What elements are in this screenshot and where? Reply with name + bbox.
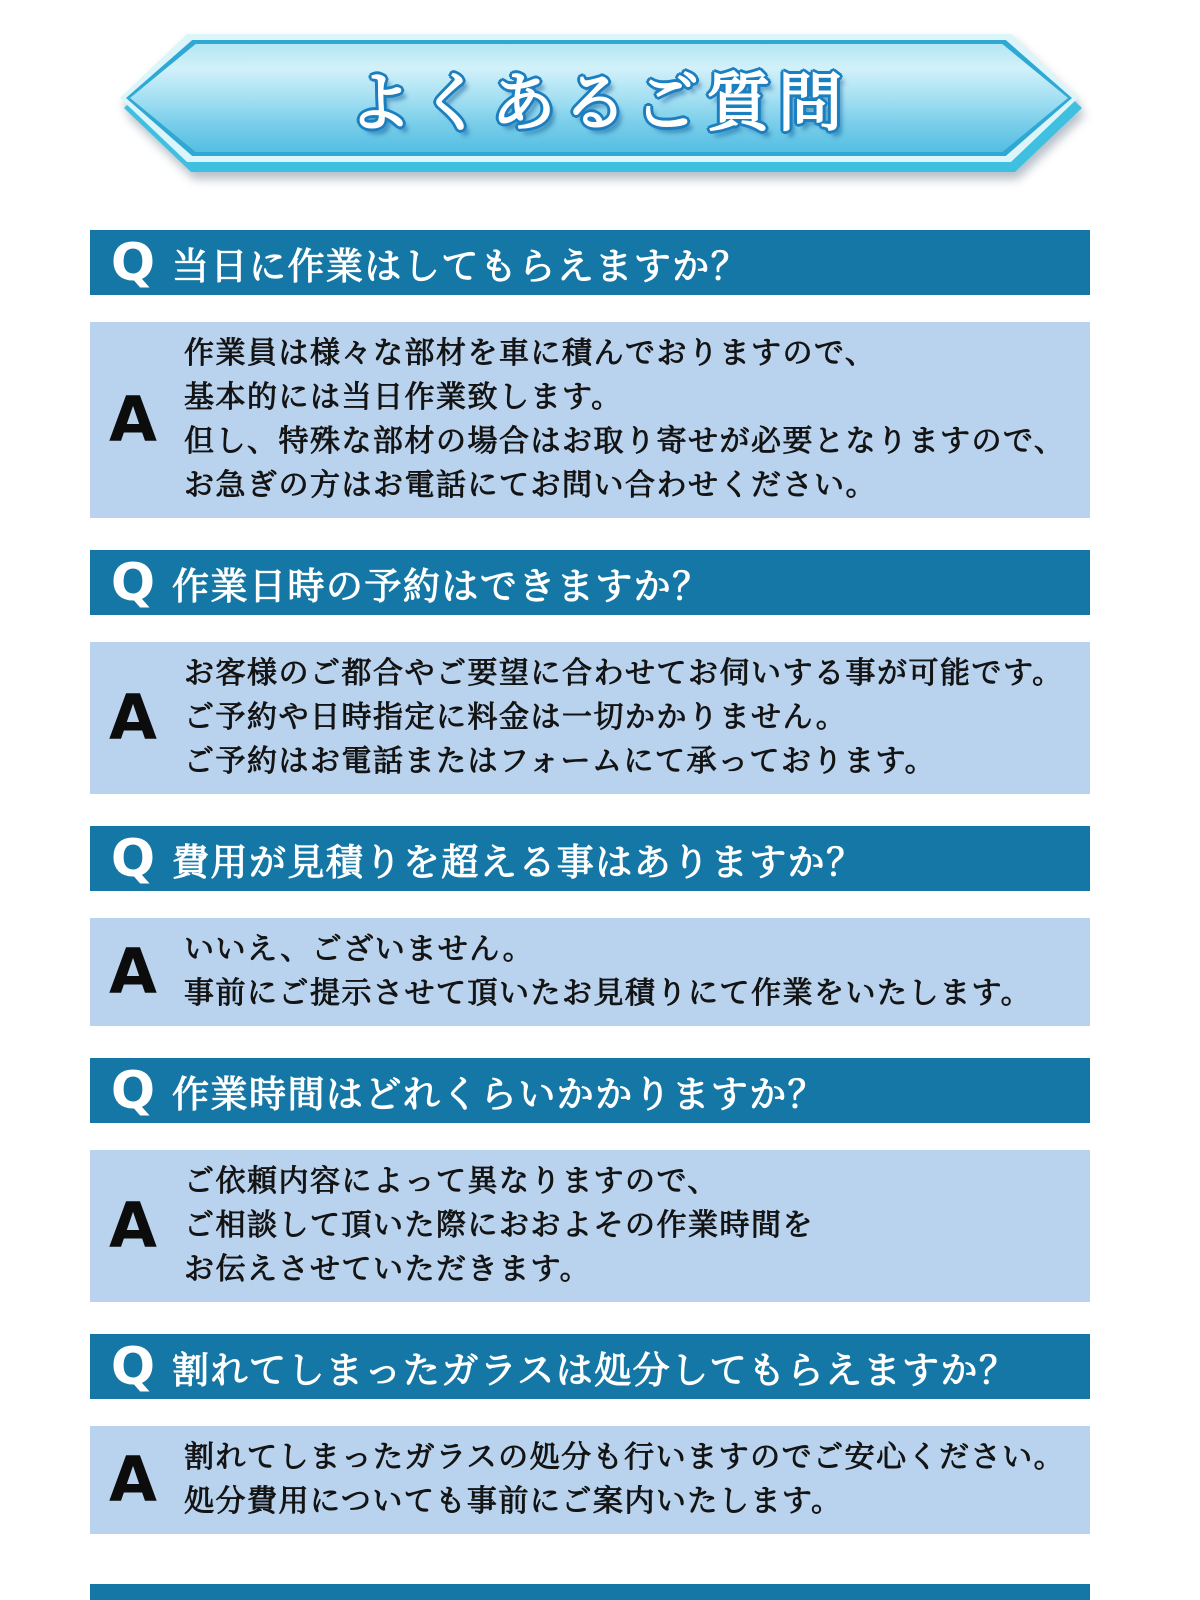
faq-item [90, 1334, 1090, 1534]
faq-item [90, 230, 1090, 518]
question-bar [90, 1058, 1090, 1123]
answer-line: 事前にご提示させて頂いたお見積りにて作業をいたします。 [184, 976, 1033, 1011]
next-question-bar-cutoff [90, 1584, 1090, 1600]
answer-box [90, 1426, 1090, 1534]
q-icon: Q [110, 552, 156, 613]
question-text: 費用が見積りを超える事はありますか？ [172, 840, 865, 884]
answer-line: お急ぎの方はお電話にてお問い合わせください。 [184, 468, 877, 503]
answer-line: いいえ、ございません。 [184, 932, 535, 967]
answer-box [90, 322, 1090, 518]
a-icon: A [109, 1189, 157, 1262]
a-icon: A [109, 383, 157, 456]
faq-list [90, 230, 1090, 1566]
q-icon: Q [110, 232, 156, 293]
answer-line: お伝えさせていただきます。 [184, 1252, 592, 1287]
faq-item [90, 1058, 1090, 1302]
question-text: 作業日時の予約はできますか？ [172, 564, 711, 608]
answer-line: ご予約や日時指定に料金は一切かかりません。 [184, 700, 848, 735]
answer-box [90, 1150, 1090, 1302]
a-icon: A [109, 935, 157, 1008]
answer-box [90, 918, 1090, 1026]
header-banner [120, 34, 1078, 162]
question-bar [90, 826, 1090, 891]
question-text: 当日に作業はしてもらえますか？ [172, 244, 750, 288]
page-title: よくあるご質問 [348, 67, 850, 141]
answer-line: お客様のご都合やご要望に合わせてお伺いする事が可能です。 [184, 656, 1064, 691]
q-icon: Q [110, 828, 156, 889]
a-icon: A [109, 681, 157, 754]
answer-line: 基本的には当日作業致します。 [184, 380, 623, 415]
faq-item [90, 826, 1090, 1026]
answer-line: ご予約はお電話またはフォームにて承っております。 [184, 744, 937, 779]
answer-text [184, 332, 1065, 508]
question-text: 割れてしまったガラスは処分してもらえますか？ [172, 1348, 1018, 1392]
question-text: 作業時間はどれくらいかかりますか？ [172, 1072, 827, 1116]
answer-line: 但し、特殊な部材の場合はお取り寄せが必要となりますので、 [184, 424, 1066, 459]
question-bar [90, 550, 1090, 615]
answer-text [184, 1436, 1065, 1524]
q-icon: Q [110, 1060, 156, 1121]
answer-line: ご相談して頂いた際におおよその作業時間を [184, 1208, 814, 1243]
answer-box [90, 642, 1090, 794]
q-icon: Q [110, 1336, 156, 1397]
answer-line: 処分費用についても事前にご案内いたします。 [184, 1484, 843, 1519]
answer-line: ご依頼内容によって異なりますので、 [184, 1164, 719, 1199]
answer-text [184, 652, 1064, 784]
answer-text [184, 928, 1032, 1016]
answer-line: 作業員は様々な部材を車に積んでおりますので、 [184, 336, 877, 371]
question-bar [90, 1334, 1090, 1399]
question-bar [90, 230, 1090, 295]
answer-line: 割れてしまったガラスの処分も行いますのでご安心ください。 [184, 1440, 1066, 1475]
answer-text [184, 1160, 814, 1292]
a-icon: A [109, 1443, 157, 1516]
faq-item [90, 550, 1090, 794]
